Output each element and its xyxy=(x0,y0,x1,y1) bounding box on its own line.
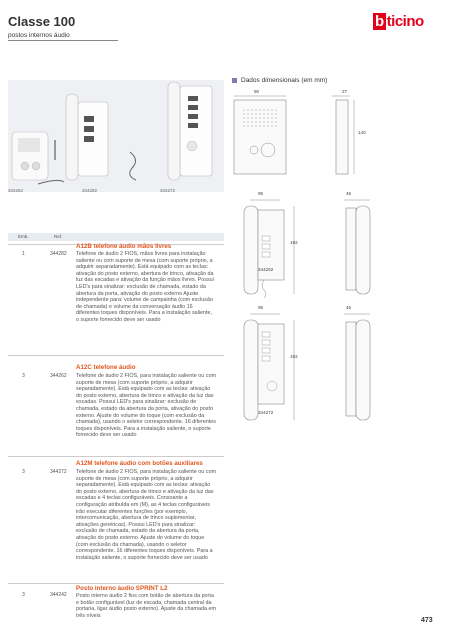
product-description: Telefone de áudio 2 FIOS, para instalação saliente ou com suporte de mesa (com suporte próprio, a adquirir separadamente). Está equipado com as teclas: ativação do posto externo, abertura de trinco e ativação da luz das escadas. Possui LED's para sinalizar: exclusão de chamada, estado da abertura da porta, ativação do posto externo. Ajuste do volume do toque (com exclusão da chamada), usando o seletor correspondente. 16 diferentes toques disponíveis. Para a instalação saliente, o suporte fornecido deve ser usado xyxy=(76,373,216,439)
dim2-depth: 45 xyxy=(346,191,352,196)
table-header xyxy=(8,233,224,241)
page-subtitle: postos internos áudio xyxy=(8,32,70,39)
col-qty-header: Emb. xyxy=(18,234,29,239)
brand-name: ticino xyxy=(386,13,424,30)
product-title: A12C telefone áudio xyxy=(76,364,136,371)
dim2-height: 192 xyxy=(290,240,298,245)
dim1-depth: 27 xyxy=(342,89,348,94)
row-divider xyxy=(8,583,224,584)
row-divider xyxy=(8,355,224,356)
product-description: Posto interno áudio 2 fios com botão de abertura da porta e botão configurável (luz de escada, chamada central da portaria, ligar áudio posto externo). Ajuste da chamada em três níveis xyxy=(76,593,216,619)
product-qty: 3 xyxy=(22,373,25,379)
dimension-drawing-sprint xyxy=(232,90,372,180)
product-illustration xyxy=(8,80,224,192)
brand-logo xyxy=(373,13,424,30)
brand-letter: b xyxy=(375,13,384,30)
product-title: A12M telefone áudio com botões auxiliares xyxy=(76,460,203,467)
photo-code-3: 344272 xyxy=(160,188,176,193)
dim1-height: 140 xyxy=(358,130,366,135)
row-divider xyxy=(8,456,224,457)
dim3-depth: 45 xyxy=(346,305,352,310)
dimensions-heading xyxy=(232,77,327,84)
product-ref: 344282 xyxy=(50,251,67,257)
section-square-icon xyxy=(232,78,237,83)
col-ref-header: Ref. xyxy=(54,234,63,239)
product-qty: 3 xyxy=(22,469,25,475)
page-number: 473 xyxy=(421,617,433,624)
product-ref: 344262 xyxy=(50,373,67,379)
product-ref: 344272 xyxy=(50,469,67,475)
dim2-width: 95 xyxy=(258,191,264,196)
dimensions-heading-text: Dados dimensionais (em mm) xyxy=(241,77,328,84)
product-title: A12B telefone áudio mãos livres xyxy=(76,243,172,250)
product-description: Telefone de áudio 2 FIOS, mãos livres para instalação saliente ou com suporte de mesa (com suporte próprio, a adquirir separadamente). Está equipado com as teclas: ativação do posto externo, abertura de trinco, ativação da luz das escadas e ativação da função mãos livres. Possui LED's para sinalizar: exclusão de chamada, estado da abertura da porta, ativação do posto externo Ajuste independente para: volume de campainha (com exclusão de chamada) e volume da conversação áudio 16 diferentes toques disponíveis. Para a instalação saliente, o suporte fornecido deve ser usado xyxy=(76,251,214,323)
dim3-code: 344272 xyxy=(258,410,274,415)
product-ref: 344242 xyxy=(50,592,67,598)
dim1-width: 90 xyxy=(254,89,260,94)
product-title: Posto interno áudio SPRINT L2 xyxy=(76,585,168,592)
dim3-height: 192 xyxy=(290,354,298,359)
product-description: Telefone de áudio 2 FIOS, para instalação saliente ou com suporte de mesa (com suporte próprio, a adquirir separadamente). Está equipado com as teclas: ativação do posto externo, abertura de trinco e ativação da luz das escadas e 4 teclas configuráveis. Consoante a configuração atribuída em (M), as 4 teclas configuráveis irão executar diferentes funções (por exemplo, intercomunicação, abertura de trinco suplementar, ativações genéricas). Possui LED's para sinalizar: exclusão de chamada, estado da abertura da porta, ativação do posto externo. Ajuste do volume do toque (com exclusão da chamada), usando o seletor correspondente. 16 diferentes toques disponíveis. Para a instalação saliente, o suporte fornecido deve ser usado xyxy=(76,469,216,561)
page-title: Classe 100 xyxy=(8,14,76,29)
dimension-drawing-344262 xyxy=(240,196,410,302)
dim3-width: 95 xyxy=(258,305,264,310)
product-qty: 1 xyxy=(22,251,25,257)
title-divider xyxy=(8,40,118,41)
dim2-code: 344262 xyxy=(258,267,274,272)
product-qty: 3 xyxy=(22,592,25,598)
photo-code-1: 344262 xyxy=(8,188,24,193)
product-photo xyxy=(8,80,224,192)
photo-code-2: 344282 xyxy=(82,188,98,193)
